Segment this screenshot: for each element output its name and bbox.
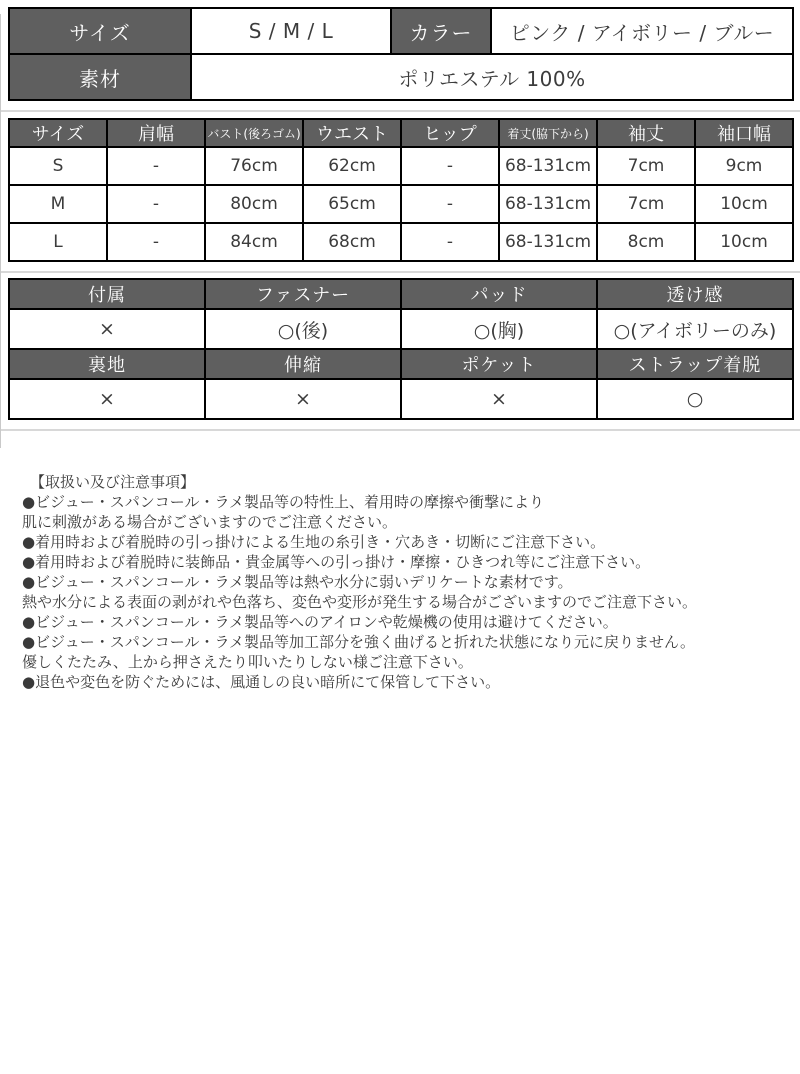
cell-zipper: ○(後) [205, 309, 401, 349]
cell-sleeve-length: 8cm [597, 223, 695, 261]
size-label: サイズ [9, 8, 191, 54]
cell-waist: 68cm [303, 223, 401, 261]
cell-shoulder: - [107, 223, 205, 261]
material-value: ポリエステル 100% [191, 54, 793, 100]
cell-waist: 62cm [303, 147, 401, 185]
cell-pocket: × [401, 379, 597, 419]
measurement-header-row [9, 119, 793, 147]
care-notes [0, 472, 800, 692]
care-note-line: ●ビジュー・スパンコール・ラメ製品等の特性上、着用時の摩擦や衝撃により [22, 493, 545, 511]
col-header-length: 着丈(脇下から) [499, 119, 597, 147]
cell-stretch: × [205, 379, 401, 419]
cell-size: S [9, 147, 107, 185]
col-header-accessories: 付属 [9, 279, 205, 309]
left-edge-line [0, 14, 1, 448]
col-header-lining: 裏地 [9, 349, 205, 379]
material-label: 素材 [9, 54, 191, 100]
table-row-size-m [9, 185, 793, 223]
care-note-line: 肌に刺激がある場合がございますのでご注意ください。 [22, 513, 398, 531]
cell-size: M [9, 185, 107, 223]
cell-accessories: × [9, 309, 205, 349]
cell-cuff-width: 10cm [695, 185, 793, 223]
table-shadow-line [0, 271, 800, 273]
cell-strap: ○ [597, 379, 793, 419]
features-header-row-2 [9, 349, 793, 379]
features-header-row-1 [9, 279, 793, 309]
cell-hip: - [401, 147, 499, 185]
cell-shoulder: - [107, 185, 205, 223]
care-note-line: 熱や水分による表面の剥がれや色落ち、変色や変形が発生する場合がございますのでご注意下さい。 [22, 593, 698, 611]
color-label: カラー [391, 8, 491, 54]
care-note-line: ●着用時および着脱時の引っ掛けによる生地の糸引き・穴あき・切断にご注意下さい。 [22, 533, 606, 551]
col-header-strap: ストラップ着脱 [597, 349, 793, 379]
cell-waist: 65cm [303, 185, 401, 223]
cell-length: 68-131cm [499, 147, 597, 185]
care-note-line: ●着用時および着脱時に装飾品・貴金属等への引っ掛け・摩擦・ひきつれ等にご注意下さい。 [22, 553, 651, 571]
cell-length: 68-131cm [499, 223, 597, 261]
col-header-stretch: 伸縮 [205, 349, 401, 379]
features-table [8, 278, 794, 420]
cell-hip: - [401, 185, 499, 223]
table-shadow-line [0, 110, 800, 112]
care-note-line: 優しくたたみ、上から押さえたり叩いたりしない様ご注意下さい。 [22, 653, 473, 671]
care-note-line: ●ビジュー・スパンコール・ラメ製品等加工部分を強く曲げると折れた状態になり元に戻りません。 [22, 633, 695, 651]
measurement-table [8, 118, 794, 262]
col-header-sleeve-length: 袖丈 [597, 119, 695, 147]
col-header-cuff-width: 袖口幅 [695, 119, 793, 147]
features-value-row-1 [9, 309, 793, 349]
col-header-size: サイズ [9, 119, 107, 147]
cell-shoulder: - [107, 147, 205, 185]
care-note-line: ●退色や変色を防ぐためには、風通しの良い暗所にて保管して下さい。 [22, 673, 501, 691]
cell-sleeve-length: 7cm [597, 147, 695, 185]
table-row-size-l [9, 223, 793, 261]
cell-bust: 76cm [205, 147, 303, 185]
cell-sleeve-length: 7cm [597, 185, 695, 223]
col-header-hip: ヒップ [401, 119, 499, 147]
cell-cuff-width: 10cm [695, 223, 793, 261]
cell-hip: - [401, 223, 499, 261]
care-notes-title: 【取扱い及び注意事項】 [30, 473, 196, 491]
care-note-line: ●ビジュー・スパンコール・ラメ製品等へのアイロンや乾燥機の使用は避けてください。 [22, 613, 618, 631]
size-color-material-table [8, 7, 794, 101]
col-header-pocket: ポケット [401, 349, 597, 379]
cell-length: 68-131cm [499, 185, 597, 223]
cell-cuff-width: 9cm [695, 147, 793, 185]
care-note-line: ●ビジュー・スパンコール・ラメ製品等は熱や水分に弱いデリケートな素材です。 [22, 573, 573, 591]
cell-bust: 84cm [205, 223, 303, 261]
col-header-waist: ウエスト [303, 119, 401, 147]
col-header-sheerness: 透け感 [597, 279, 793, 309]
col-header-zipper: ファスナー [205, 279, 401, 309]
cell-lining: × [9, 379, 205, 419]
product-spec-page [0, 7, 800, 1074]
cell-sheerness: ○(アイボリーのみ) [597, 309, 793, 349]
col-header-pad: パッド [401, 279, 597, 309]
table-row-size-s [9, 147, 793, 185]
table-row [9, 54, 793, 100]
size-value: S / M / L [191, 8, 391, 54]
table-row [9, 8, 793, 54]
color-value: ピンク / アイボリー / ブルー [491, 8, 793, 54]
col-header-bust: バスト(後ろゴム) [205, 119, 303, 147]
table-shadow-line [0, 429, 800, 431]
cell-bust: 80cm [205, 185, 303, 223]
features-value-row-2 [9, 379, 793, 419]
col-header-shoulder: 肩幅 [107, 119, 205, 147]
cell-size: L [9, 223, 107, 261]
cell-pad: ○(胸) [401, 309, 597, 349]
